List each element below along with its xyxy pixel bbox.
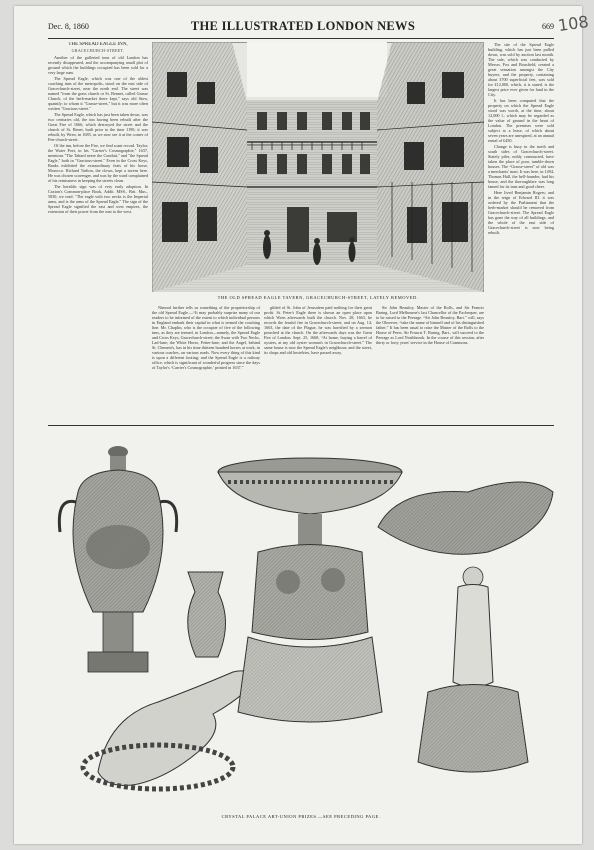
article-paragraph: Another of the galleried inns of old London has recently disappeared, and the accompanying small plot of ground which the buildings occupied has been sold for a very large sum. — [48, 55, 148, 75]
article-paragraph: The Spread Eagle, which has just been taken down, was two centuries old, the inn having been rebuilt after the Great Fire of 1666, which destroyed the street and the church of St. Benet, built prior to the time 1190; it was rebuilt, by Wren, in 1685, as we now see it at the corner of Fen-church-street. — [48, 112, 148, 142]
article-subheading: GRACECHURCH-STREET. — [71, 48, 125, 53]
article-paragraph: Here lived Benjamin Rogers; and in the reign of Edward III. it was ordered by the Parliament that the herb-market should be removed from Gracechurch-street. The Spread Eagle has gone the way of all buildings, and the whole of the east side of Gracechurch-street is now being rebuilt. — [488, 190, 554, 235]
pencil-annotation: 108 — [556, 11, 590, 36]
article-paragraph: The Spread Eagle, which was one of the oldest coaching inns of the metropolis, stood on the east side of Gracechurch-street, near the north end. The street was named "from the grass church or St. Bennet, called Grasse Church, of the herb-market there kept," says old Stow, quaintly; to whom it "Grasse-street," but it was more often written "Gracious-street." — [48, 76, 148, 111]
header-rule — [48, 38, 554, 39]
small-vase — [188, 572, 226, 657]
bottom-column-2 — [264, 305, 372, 423]
article-paragraph: The site of the Spread Eagle building, which has just been pulled down, was sold by auction last month. The sale, which was conducted by Messrs. Fox and Bousfield, created a great sensation amongst the City buyers; and the property, containing about 3700 superficial feet, was sold for £12,000, which, it is stated, is the largest price ever given for land in the City. — [488, 42, 554, 97]
section-rule — [48, 425, 554, 426]
tavern-illustration-caption: THE OLD SPREAD EAGLE TAVERN, GRACECHURCH-STREET, LATELY REMOVED. — [217, 295, 419, 300]
article-paragraph: Change is busy in the north and south sides of Gracechurch-street. Stately piles, nobly constructed, have taken the place of poor, tumble-down houses. The “Grasse-street” of old was a merchants' mart. It was here, in 1494, Thomas Hall, the bell-founder, had his house, and the thoroughfare was long famed for its inns and good cheer. — [488, 144, 554, 189]
article-paragraph: Sir John Beaufoy, Master of the Rolls, and Sir Francis Baring, Lord Melbourne's last Chancellor of the Exchequer, are to be raised to the Peerage. “Sir John Beaufoy, Bart.” will, says the Observer, “take the name of himself and of his distinguished father.” It has been usual to raise the Master of the Rolls to the House of Peers. Sir Francis T. Baring, Bart., will succeed to the Peerage as Lord Northbrook. In the course of this session, after thirty or forty years' service in the House of Commons. — [376, 305, 484, 345]
masthead — [48, 19, 554, 36]
article-paragraph: Of the inn, before the Fire, we find scant record. Taylor, the Water Poet, in his "Carrier's Cosmographie," 1637, mentions "The Tabard neere the Conduit," and "the Spread Eagle," both in "Gracious-street." Even in the Cross Keys, Banks exhibited the extraordinary feats of his horse, Morocco. Richard Tarlton, the clown, kept a tavern here. He was chosen scavenger, and was by the ward complained of his remissness in keeping the streets clean. — [48, 143, 148, 183]
right-article-column — [488, 42, 554, 422]
article-paragraph: gilded of St. John of Jerusalem paid nothing for their great profit. St. Peter's Eagle there is shown an open place upon which Wren afterwards built the church. Nov. 28, 1663, he records the fearful fire in Gracechurch-street; and on Aug. 14, 1663, the date of the Plague, he was horrified by a sermon preached at the church. On the afterwards days was the Great Fire of London. Sept. 25, 1668, “At home, buying a barrel of oysters, at my old oyster woman's in Gracechurch-street.” The same house is now the Spread Eagle's neighbour; and the street, its shops and old hostelries, have passed away. — [264, 305, 372, 355]
left-article-column — [48, 42, 148, 422]
article-heading: THE SPREAD EAGLE INN, — [68, 42, 128, 47]
article-paragraph: The heraldic sign was of very early adoption. In Caxton's Common-place Book, Addit. MSS., Brit. Mus., 5830, we read: "The eagle with two necks is the Imperial arms, and is the arms of the Spread Eagle." The sign of the Spread Eagle signified the east and west empires, the extension of their power from the east to the west. — [48, 184, 148, 214]
art-union-prizes-engraving — [48, 432, 554, 802]
issue-date: Dec. 8, 1860 — [48, 22, 89, 31]
bottom-column-3 — [376, 305, 484, 423]
bottom-column-1 — [152, 305, 260, 423]
newspaper-title: THE ILLUSTRATED LONDON NEWS — [190, 19, 416, 33]
article-paragraph: Nimrod further tells us something of the proprietorship of the old Spread Eagle.—“It may probably surprise many of our readers to be informed of the extent to which individual persons in England embark their capital in what is termed the coaching line. Mr. Chaplin, who is the occupier of five of the following inns, as they are termed, in London—namely, the Spread Eagle and Cross Keys, Gracechurch-street; the Swan with Two Necks, Lad-lane; the White Horse, Fetter-lane; and the Angel, behind St. Clement's, has in his time thirteen hundred horses at work, in various coaches, on various roads. Now every thing of this kind is upon a different footing; and the Spread Eagle is a railway office, which is significant of wonderful progress since the days of Taylor's ‘Carrier's Cosmographie,’ printed in 1637.” — [152, 305, 260, 370]
page-number: 669 — [542, 22, 554, 31]
spread-eagle-tavern-engraving — [152, 42, 484, 292]
article-paragraph: It has been computed that the property on which the Spread Eagle stood was worth, at the time, about 12,000 l., which may be regarded as the value of ground in the heart of London. The premises were sold subject to a lease, of which about seven years are unexpired, at an annual rental of £450. — [488, 98, 554, 143]
prizes-illustration-caption: CRYSTAL PALACE ART-UNION PRIZES.—SEE PRECEDING PAGE. — [221, 814, 381, 819]
